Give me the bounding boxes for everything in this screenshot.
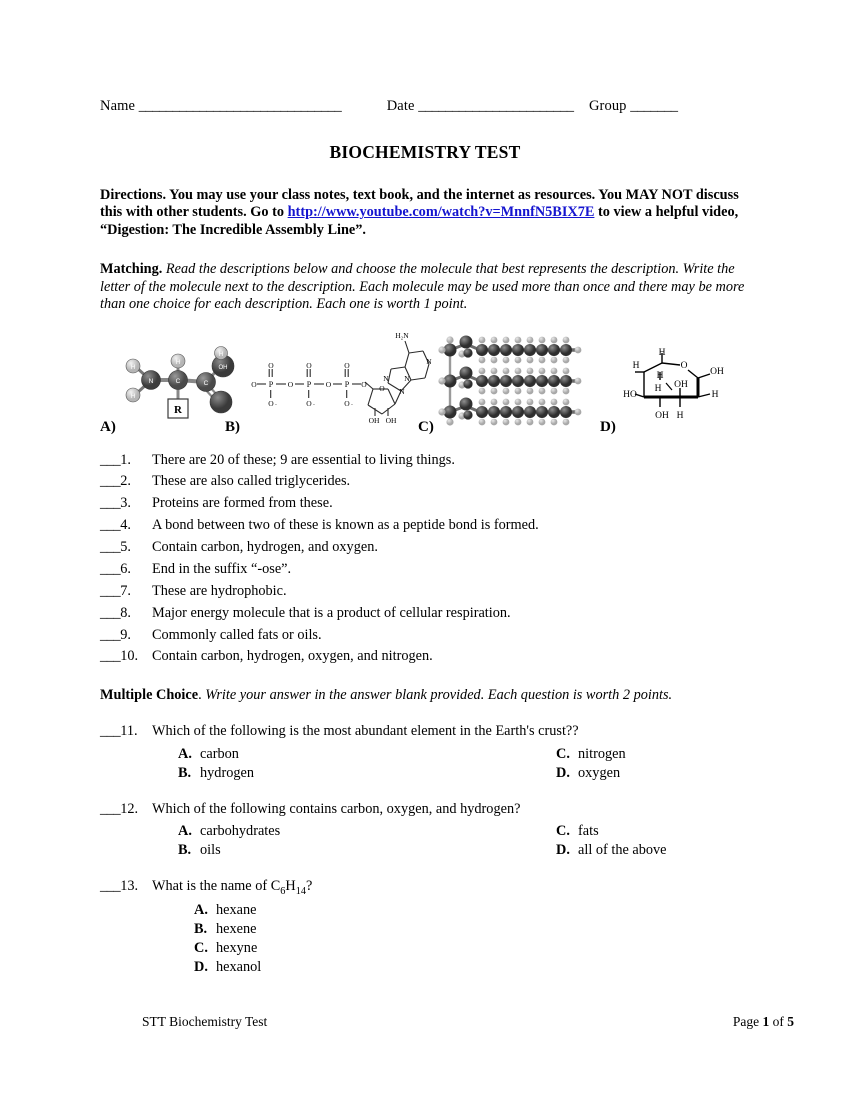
option-12-b[interactable] — [178, 840, 221, 861]
group-label: Group — [588, 98, 627, 114]
answer-blank-4[interactable]: ___ — [100, 517, 121, 534]
multiple-choice-instructions-text: Write your answer in the answer blank provided. Each question is worth 2 points. — [201, 687, 673, 704]
question-13-stem — [100, 876, 750, 899]
answer-blank-11[interactable]: ___ — [100, 723, 121, 740]
option-11-b[interactable] — [178, 763, 254, 784]
answer-blank-6[interactable]: ___ — [100, 560, 121, 577]
svg-text:O: O — [268, 398, 274, 408]
footer-of-word: of — [772, 1014, 784, 1029]
option-12-b-letter: B. — [178, 842, 192, 859]
question-13-text-prefix: What is the name of C — [152, 878, 281, 895]
svg-text:H: H — [175, 359, 181, 366]
molecule-figure-a — [122, 346, 244, 420]
option-12-a-text: carbohydrates — [200, 823, 281, 840]
answer-blank-1[interactable]: ___ — [100, 451, 121, 468]
footer-page-number: 1 — [762, 1014, 770, 1029]
triglyceride-ball-and-stick-icon — [438, 336, 586, 428]
question-12-options — [152, 821, 750, 859]
question-11-text: Which of the following is the most abundant element in the Earth's crust?? — [152, 723, 579, 740]
option-12-d[interactable] — [556, 840, 667, 861]
question-12-stem — [100, 799, 750, 820]
page-footer — [142, 1014, 794, 1030]
option-11-a-text: carbon — [200, 745, 239, 762]
option-12-d-text: all of the above — [578, 842, 667, 859]
svg-text:P: P — [306, 379, 312, 389]
svg-text:O: O — [306, 398, 312, 408]
youtube-video-link[interactable]: http://www.youtube.com/watch?v=MnnfN5BIX7E — [287, 204, 595, 221]
document-content — [100, 98, 750, 976]
option-11-d[interactable] — [556, 763, 620, 784]
question-11 — [100, 721, 750, 781]
molecule-figures-row — [100, 328, 750, 436]
option-13-d-text: hexanol — [216, 959, 262, 976]
atp-skeletal-structure-icon — [251, 328, 432, 426]
svg-text:N: N — [404, 373, 410, 383]
item-text-4: A bond between two of these is known as a peptide bond is formed. — [152, 517, 539, 534]
molecule-figure-d — [622, 347, 732, 422]
svg-text:OH: OH — [674, 379, 688, 390]
svg-text:O: O — [306, 360, 312, 370]
molecule-figure-b — [251, 328, 432, 426]
footer-page-word: Page — [732, 1014, 760, 1029]
question-13-text-mid: H — [285, 878, 296, 895]
matching-items-list — [100, 450, 750, 669]
item-text-7: These are hydrophobic. — [152, 582, 287, 599]
option-13-d-letter: D. — [194, 959, 208, 976]
question-11-options — [152, 744, 750, 782]
svg-text:OH: OH — [710, 366, 724, 377]
item-number-6: 6. — [120, 560, 131, 577]
group-blank[interactable]: _______ — [630, 98, 678, 114]
question-13-text-suffix: ? — [306, 878, 313, 895]
svg-text:O: O — [361, 379, 367, 389]
option-11-b-letter: B. — [178, 764, 192, 781]
option-11-d-letter: D. — [556, 764, 570, 781]
question-12-text: Which of the following contains carbon, oxygen, and hydrogen? — [152, 800, 521, 817]
multiple-choice-heading-period: . — [198, 687, 202, 704]
question-13-subscript-6: 6 — [280, 885, 286, 897]
option-13-a-text: hexane — [216, 902, 257, 919]
answer-blank-5[interactable]: ___ — [100, 539, 121, 556]
name-blank[interactable]: ______________________________ — [138, 98, 342, 114]
svg-text:O: O — [325, 379, 332, 389]
question-12 — [100, 799, 750, 859]
item-text-3: Proteins are formed from these. — [152, 495, 333, 512]
svg-text:H: H — [218, 351, 224, 358]
glucose-ring-structure-icon — [622, 347, 732, 422]
svg-text:N: N — [426, 356, 432, 366]
svg-text:O: O — [379, 383, 385, 393]
option-12-b-text: oils — [200, 842, 221, 859]
svg-text:H: H — [658, 347, 666, 358]
svg-text:C: C — [203, 379, 209, 387]
svg-text:-: - — [313, 402, 315, 408]
answer-blank-2[interactable]: ___ — [100, 473, 121, 490]
svg-text:H₂N: H₂N — [395, 330, 409, 340]
option-12-c-text: fats — [578, 823, 599, 840]
svg-text:N: N — [148, 377, 154, 385]
item-number-9: 9. — [120, 626, 131, 643]
svg-text:O: O — [251, 379, 257, 389]
option-11-d-text: oxygen — [578, 764, 621, 781]
svg-text:R: R — [174, 403, 182, 416]
option-13-b-letter: B. — [194, 921, 208, 938]
svg-text:P: P — [268, 379, 274, 389]
option-11-c-letter: C. — [556, 745, 570, 762]
svg-text:O: O — [344, 360, 350, 370]
svg-text:OH: OH — [218, 364, 228, 371]
item-number-7: 7. — [120, 582, 131, 599]
item-number-8: 8. — [120, 604, 131, 621]
item-text-5: Contain carbon, hydrogen, and oxygen. — [152, 539, 378, 556]
matching-item-6[interactable] — [100, 559, 750, 581]
svg-text:H: H — [632, 360, 640, 371]
molecule-label-b: B) — [225, 418, 240, 435]
item-text-10: Contain carbon, hydrogen, oxygen, and nitrogen. — [152, 648, 433, 665]
option-11-b-text: hydrogen — [200, 764, 254, 781]
student-info-line — [100, 98, 750, 115]
answer-blank-7[interactable]: ___ — [100, 582, 121, 599]
item-number-1: 1. — [120, 451, 131, 468]
molecule-figure-c — [438, 336, 586, 428]
option-12-c-letter: C. — [556, 823, 570, 840]
molecule-label-d: D) — [600, 418, 616, 435]
question-number-13: 13. — [120, 878, 139, 895]
svg-text:-: - — [275, 402, 277, 408]
question-13-options — [152, 900, 750, 976]
item-number-2: 2. — [120, 473, 131, 490]
footer-document-title: STT Biochemistry Test — [142, 1014, 268, 1029]
directions-lead: Directions. — [100, 187, 167, 203]
answer-blank-10[interactable]: ___ — [100, 648, 121, 665]
molecule-label-a: A) — [100, 418, 116, 435]
amino-acid-ball-and-stick-icon — [122, 346, 244, 420]
option-11-c-text: nitrogen — [578, 745, 626, 762]
multiple-choice-instructions — [100, 687, 750, 704]
item-text-6: End in the suffix “-ose”. — [152, 560, 292, 577]
option-11-a-letter: A. — [178, 745, 192, 762]
svg-text:O: O — [287, 379, 294, 389]
option-13-c-letter: C. — [194, 940, 208, 957]
answer-blank-8[interactable]: ___ — [100, 604, 121, 621]
question-number-11: 11. — [120, 723, 138, 740]
svg-text:-: - — [351, 402, 353, 408]
question-13-subscript-14: 14 — [295, 885, 306, 897]
matching-item-7[interactable] — [100, 581, 750, 603]
svg-text:N: N — [399, 386, 405, 396]
svg-text:H: H — [130, 364, 136, 371]
matching-item-10[interactable] — [100, 646, 750, 668]
directions-text-after-link: to view a helpful video, “Digestion: The Incredible Assembly Line”. — [100, 204, 739, 238]
item-text-1: There are 20 of these; 9 are essential to living things. — [152, 451, 455, 468]
date-label: Date — [386, 98, 415, 114]
answer-blank-3[interactable]: ___ — [100, 495, 121, 512]
directions-text-before-link: You may use your class notes, text book, and the internet as resources. You MAY NOT discuss this with other students. Go to — [100, 187, 739, 221]
matching-item-1[interactable] — [100, 450, 750, 472]
footer-page-total: 5 — [787, 1014, 794, 1029]
question-13 — [100, 876, 750, 976]
svg-text:H: H — [654, 383, 662, 394]
matching-heading: Matching. — [100, 261, 163, 278]
svg-text:H: H — [676, 410, 684, 421]
svg-text:N: N — [383, 373, 389, 383]
item-number-10: 10. — [120, 648, 139, 665]
option-13-a-letter: A. — [194, 902, 208, 919]
option-13-c-text: hexyne — [216, 940, 258, 957]
item-number-4: 4. — [120, 517, 131, 534]
molecule-label-c: C) — [418, 418, 434, 435]
multiple-choice-heading: Multiple Choice — [100, 687, 199, 704]
matching-item-5[interactable] — [100, 537, 750, 559]
svg-text:OH: OH — [655, 410, 669, 421]
svg-text:O: O — [680, 360, 688, 371]
item-number-5: 5. — [120, 539, 131, 556]
page-title: BIOCHEMISTRY TEST — [329, 142, 521, 162]
item-text-8: Major energy molecule that is a product of cellular respiration. — [152, 604, 511, 621]
svg-text:O: O — [344, 398, 350, 408]
matching-item-2[interactable] — [100, 471, 750, 493]
svg-text:H: H — [656, 370, 664, 381]
footer-page-indicator — [733, 1014, 794, 1030]
svg-text:H: H — [130, 393, 136, 400]
svg-text:C: C — [175, 377, 181, 385]
item-text-2: These are also called triglycerides. — [152, 473, 351, 490]
question-number-12: 12. — [120, 800, 139, 817]
item-number-3: 3. — [120, 495, 131, 512]
answer-blank-13[interactable]: ___ — [100, 878, 121, 895]
option-13-b-text: hexene — [216, 921, 257, 938]
svg-text:OH: OH — [368, 415, 380, 425]
svg-text:H: H — [711, 389, 719, 400]
matching-instructions-text: Read the descriptions below and choose the molecule that best represents the description. Write the letter of the molecule next to the description. Each molecule may be used more than once and there may be more than one choice for each description. Each one is worth 1 point. — [100, 261, 745, 313]
svg-text:OH: OH — [385, 415, 397, 425]
option-13-d[interactable] — [194, 957, 261, 978]
matching-instructions — [100, 261, 750, 313]
option-12-a-letter: A. — [178, 823, 192, 840]
directions-paragraph — [100, 187, 750, 239]
matching-item-3[interactable] — [100, 493, 750, 515]
answer-blank-12[interactable]: ___ — [100, 800, 121, 817]
answer-blank-9[interactable]: ___ — [100, 626, 121, 643]
matching-item-9[interactable] — [100, 625, 750, 647]
matching-item-4[interactable] — [100, 515, 750, 537]
question-11-stem — [100, 721, 750, 742]
item-text-9: Commonly called fats or oils. — [152, 626, 322, 643]
svg-text:HO: HO — [623, 389, 637, 400]
svg-text:P: P — [344, 379, 350, 389]
name-label: Name — [100, 98, 136, 114]
svg-text:O: O — [268, 360, 274, 370]
option-12-d-letter: D. — [556, 842, 570, 859]
matching-item-8[interactable] — [100, 603, 750, 625]
date-blank[interactable]: _______________________ — [418, 98, 574, 114]
